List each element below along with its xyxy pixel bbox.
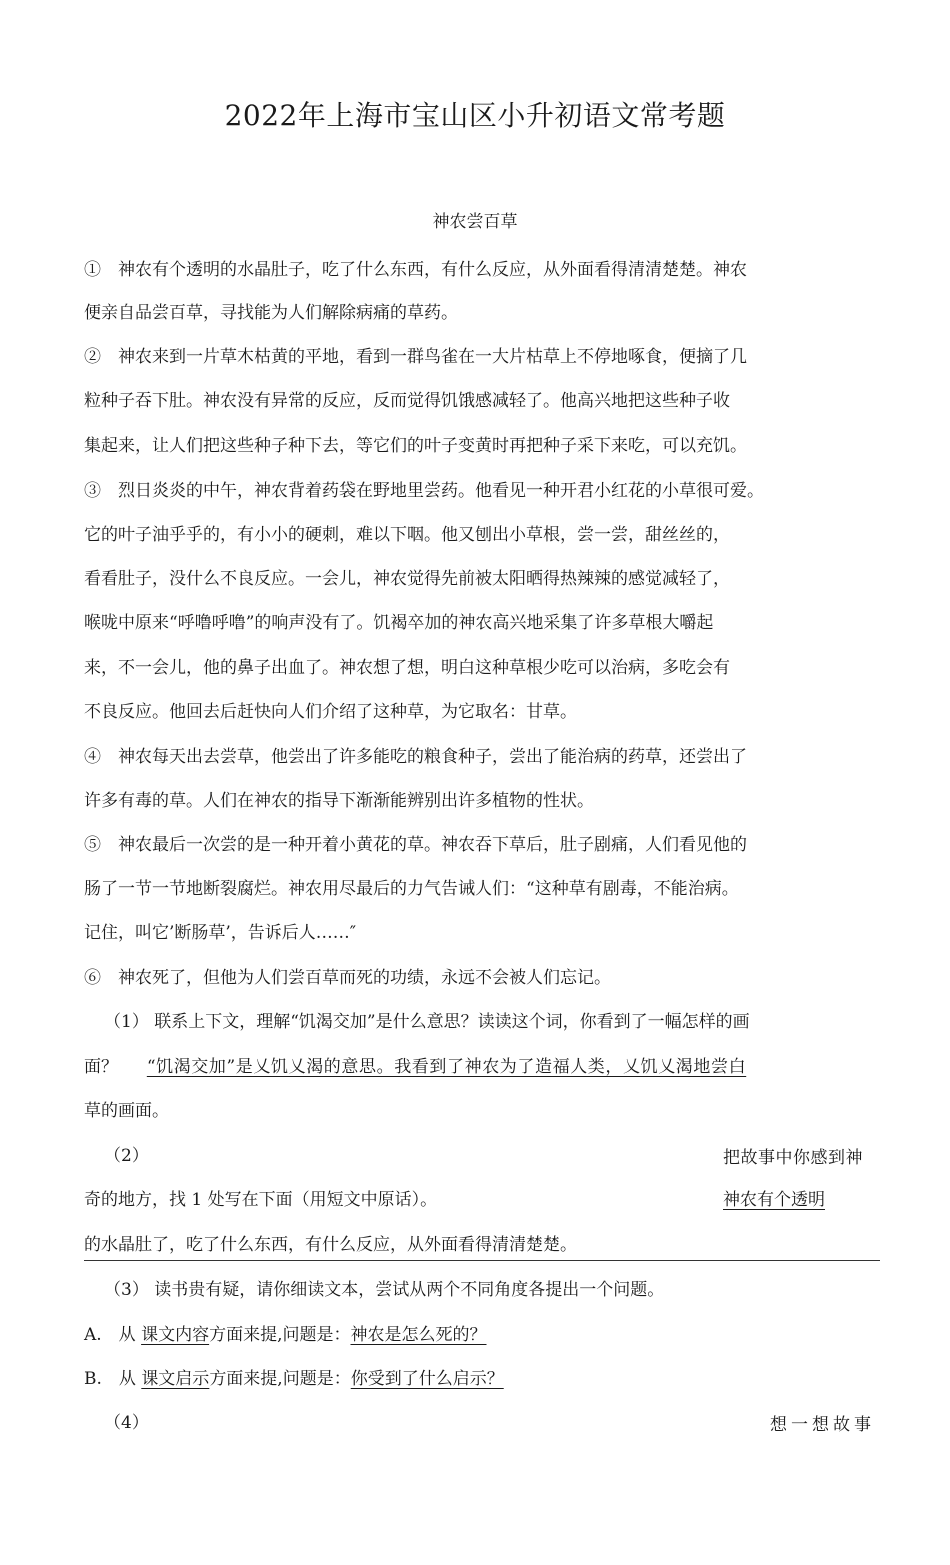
q1-answer-line	[84, 1055, 746, 1079]
q1-prompt: （1） 联系上下文，理解“饥渴交加”是什么意思？读读这个词，你看到了一幅怎样的画	[104, 1012, 750, 1032]
passage-line: ③ 烈日炎炎的中午，神农背着药袋在野地里尝药。他看见一种开君小红花的小草很可爱。	[84, 481, 764, 501]
q4-prompt-right: 想一想故事	[770, 1415, 875, 1435]
q2-prompt-left: 奇的地方，找 1 处写在下面（用短文中原话）。	[84, 1190, 438, 1210]
page-title: 2022年上海市宝山区小升初语文常考题	[224, 99, 726, 132]
q3-a-question: 神农是怎么死的？	[350, 1325, 487, 1345]
passage-line: ⑤ 神农最后一次尝的是一种开着小黄花的草。神农吞下草后，肚子剧痛，人们看见他的	[84, 835, 747, 855]
passage-line: 不良反应。他回去后赶快向人们介绍了这种草，为它取名：甘草。	[84, 702, 577, 722]
q1-answer-prefix: 面？	[84, 1057, 118, 1077]
q1-answer-cont: 草的画面。	[84, 1101, 169, 1121]
q2-answer-a: 神农有个透明	[723, 1190, 825, 1210]
passage-line: 记住，叫它’断肠草’，告诉后人……″	[84, 923, 357, 943]
q3-a-mid: 方面来提,问题是：	[209, 1325, 351, 1345]
passage-line: 喉咙中原来“呼噜呼噜”的响声没有了。饥褐卒加的神农高兴地采集了许多草根大嚼起	[84, 613, 714, 633]
q3-b-question: 你受到了什么启示？	[350, 1369, 504, 1389]
passage-line: 它的叶子油乎乎的，有小小的硬刺，难以下咽。他又刨出小草根，尝一尝，甜丝丝的，	[84, 525, 730, 545]
q3-item-a	[84, 1323, 487, 1347]
passage-line: 肠了一节一节地断裂腐烂。神农用尽最后的力气告诫人们：“这种草有剧毒，不能治病。	[84, 879, 739, 899]
q3-item-b	[84, 1367, 504, 1391]
q2-answer-b: 的水晶肚了，吃了什么东西，有什么反应，从外面看得清清楚楚。	[84, 1235, 577, 1255]
q3-b-angle: 课文启示	[141, 1369, 210, 1389]
passage-line: 来，不一会儿，他的鼻子出血了。神农想了想，明白这种草根少吃可以治病，多吃会有	[84, 658, 730, 678]
q2-number: （2）	[104, 1146, 149, 1166]
q3-a-angle: 课文内容	[141, 1325, 210, 1345]
passage-line: ① 神农有个透明的水晶肚子，吃了什么东西，有什么反应，从外面看得清清楚楚。神农	[84, 260, 747, 280]
q3-prompt: （3） 读书贵有疑，请你细读文本，尝试从两个不同角度各提出一个问题。	[104, 1280, 665, 1300]
passage-line: 粒种子吞下肚。神农没有异常的反应，反而觉得饥饿感减轻了。他高兴地把这些种子收	[84, 391, 730, 411]
q4-number: （4）	[104, 1413, 149, 1433]
q3-b-mid: 方面来提,问题是：	[209, 1369, 351, 1389]
passage-line: ② 神农来到一片草木枯黄的平地，看到一群鸟雀在一大片枯草上不停地啄食，便摘了几	[84, 347, 747, 367]
answer-divider	[84, 1260, 880, 1261]
passage-line: 看看肚子，没什么不良反应。一会儿，神农觉得先前被太阳晒得热辣辣的感觉减轻了，	[84, 569, 730, 589]
passage-line: 许多有毒的草。人们在神农的指导下渐渐能辨别出许多植物的性状。	[84, 791, 594, 811]
q1-answer: “饥渴交加”是乂饥乂渴的意思。我看到了神农为了造福人类，乂饥乂渴地尝白	[146, 1057, 747, 1077]
passage-line: ④ 神农每天出去尝草，他尝出了许多能吃的粮食种子，尝出了能治病的药草，还尝出了	[84, 747, 747, 767]
passage-line: 便亲自品尝百草，寻找能为人们解除病痛的草药。	[84, 303, 458, 323]
q2-prompt-right: 把故事中你感到神	[723, 1148, 863, 1168]
passage-heading: 神农尝百草	[432, 212, 518, 232]
passage-line: 集起来，让人们把这些种子种下去，等它们的叶子变黄时再把种子采下来吃，可以充饥。	[84, 436, 747, 456]
passage-line: ⑥ 神农死了，但他为人们尝百草而死的功绩，永远不会被人们忘记。	[84, 968, 611, 988]
q3-a-label: A. 从	[84, 1325, 136, 1345]
q3-b-label: B. 从	[84, 1369, 136, 1389]
